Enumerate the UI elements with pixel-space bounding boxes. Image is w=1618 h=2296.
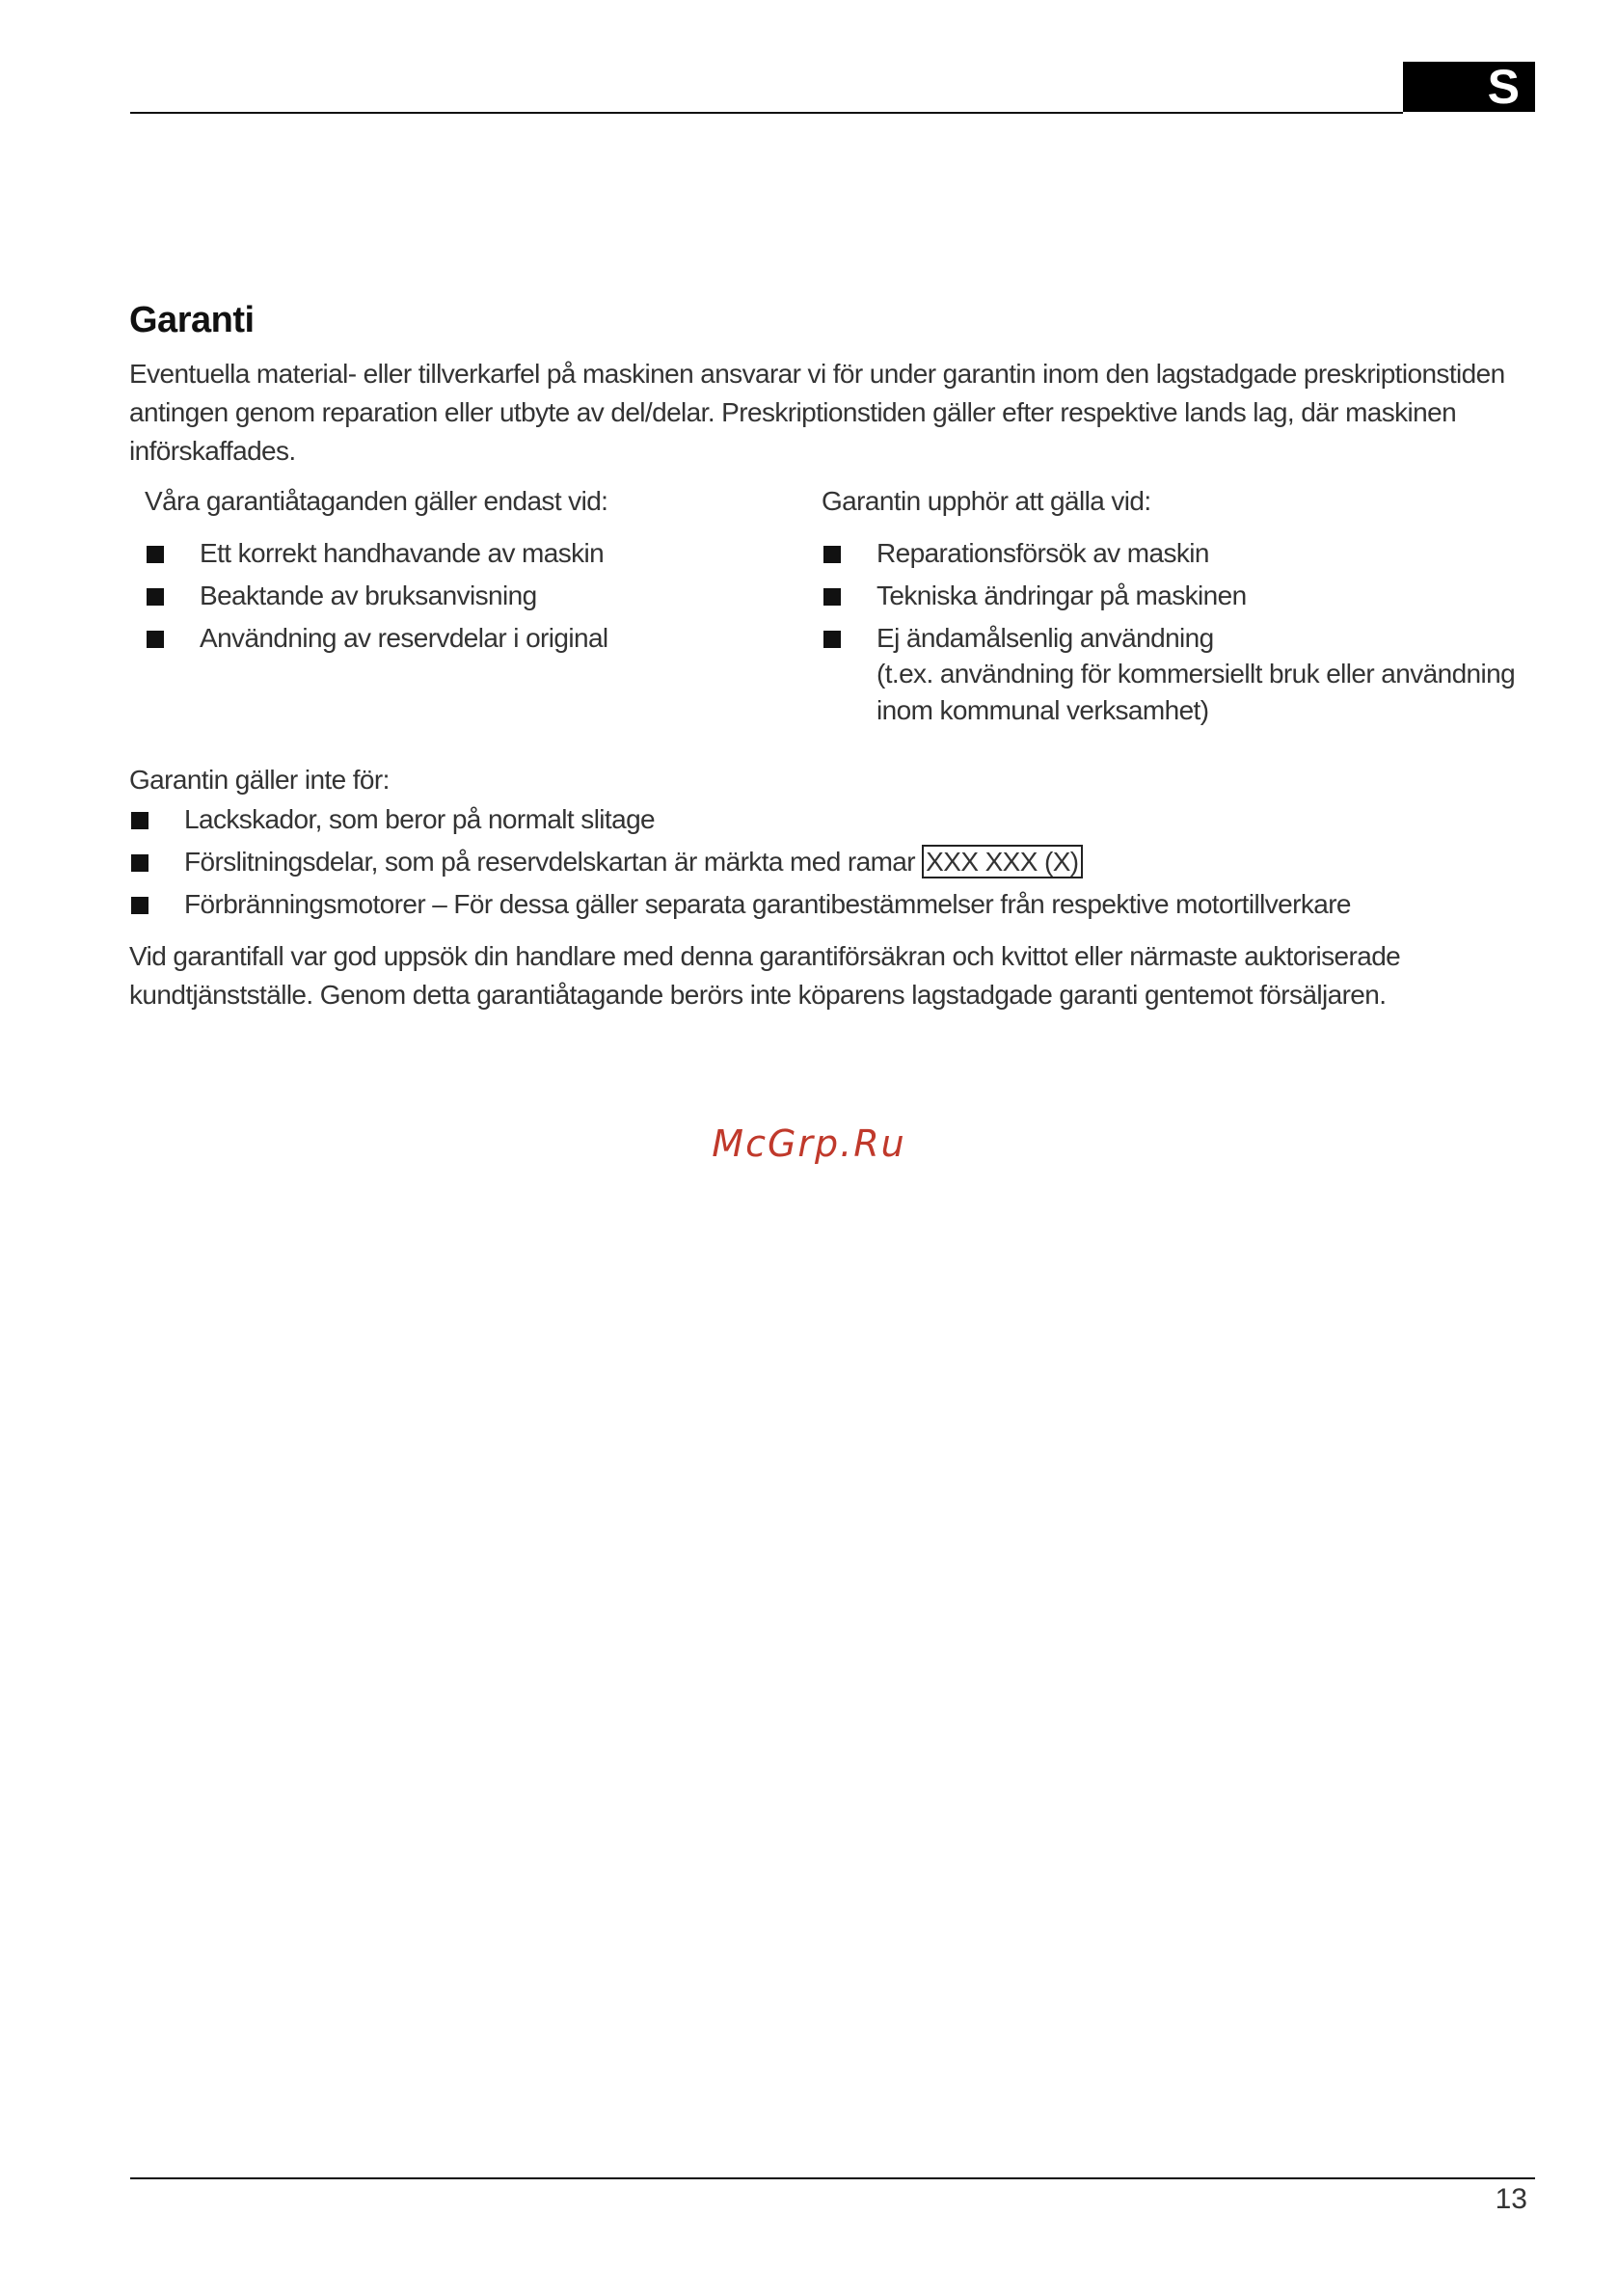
valid-conditions [145,482,800,660]
bullet-square-icon [131,897,148,914]
bullet-square-icon [823,631,841,648]
bullet-square-icon [131,854,148,872]
void-conditions-heading: Garantin upphör att gälla vid: [822,486,1151,516]
exclusions-list [129,798,1518,926]
list-item: Ett korrekt handhavande av maskin [145,532,800,575]
list-item: Beaktande av bruksanvisning [145,575,800,617]
valid-conditions-heading: Våra garantiåtaganden gäller endast vid: [145,486,608,516]
conditions-columns [129,482,1518,762]
list-item: Reparationsförsök av maskin [822,532,1516,575]
exclusions-heading: Garantin gäller inte för: [129,765,390,795]
list-item: Användning av reservdelar i original [145,617,800,660]
bullet-square-icon [823,546,841,563]
bottom-rule [130,2177,1535,2179]
intro-paragraph: Eventuella material- eller tillverkarfel på maskinen ansvarar vi för under garantin inom den lagstadgade preskriptionstiden antingen genom reparation eller utbyte av del/delar. Preskriptionstiden gäller efter respektive lands lag, där maskinen införskaffades. [129,359,1505,466]
bullet-square-icon [147,588,164,606]
page-title: Garanti [129,300,255,340]
void-conditions [822,482,1516,729]
bullet-square-icon [131,812,148,829]
warranty-section [129,299,1518,1041]
page-number: 13 [1495,2183,1527,2215]
list-item: Ej ändamålsenlig användning (t.ex. användning för kommersiellt bruk eller användning inom kommunal verksamhet) [822,617,1516,729]
bullet-square-icon [823,588,841,606]
top-rule [130,112,1403,114]
watermark: McGrp.Ru [712,1122,906,1165]
void-conditions-list [822,532,1516,729]
bullet-square-icon [147,631,164,648]
list-item: Tekniska ändringar på maskinen [822,575,1516,617]
exclusions [129,762,1518,926]
bullet-square-icon [147,546,164,563]
list-item: Förslitningsdelar, som på reservdelskartan är märkta med ramar XXX XXX (X) [129,841,1518,883]
list-item: Förbränningsmotorer – För dessa gäller separata garantibestämmelser från respektive motortillverkare [129,883,1518,926]
list-item: Lackskador, som beror på normalt slitage [129,798,1518,841]
closing-paragraph: Vid garantifall var god uppsök din handlare med denna garantiförsäkran och kvittot eller närmaste auktoriserade kundtjänstställe. Genom detta garantiåtagande berörs inte köparens lagstadgade garanti gentemot försäljaren. [129,941,1401,1010]
language-tab: S [1403,62,1535,112]
wear-part-code-box: XXX XXX (X) [922,845,1082,878]
usage-note: (t.ex. användning för kommersiellt bruk eller användning inom kommunal verksamhet) [876,659,1516,725]
valid-conditions-list [145,532,800,660]
